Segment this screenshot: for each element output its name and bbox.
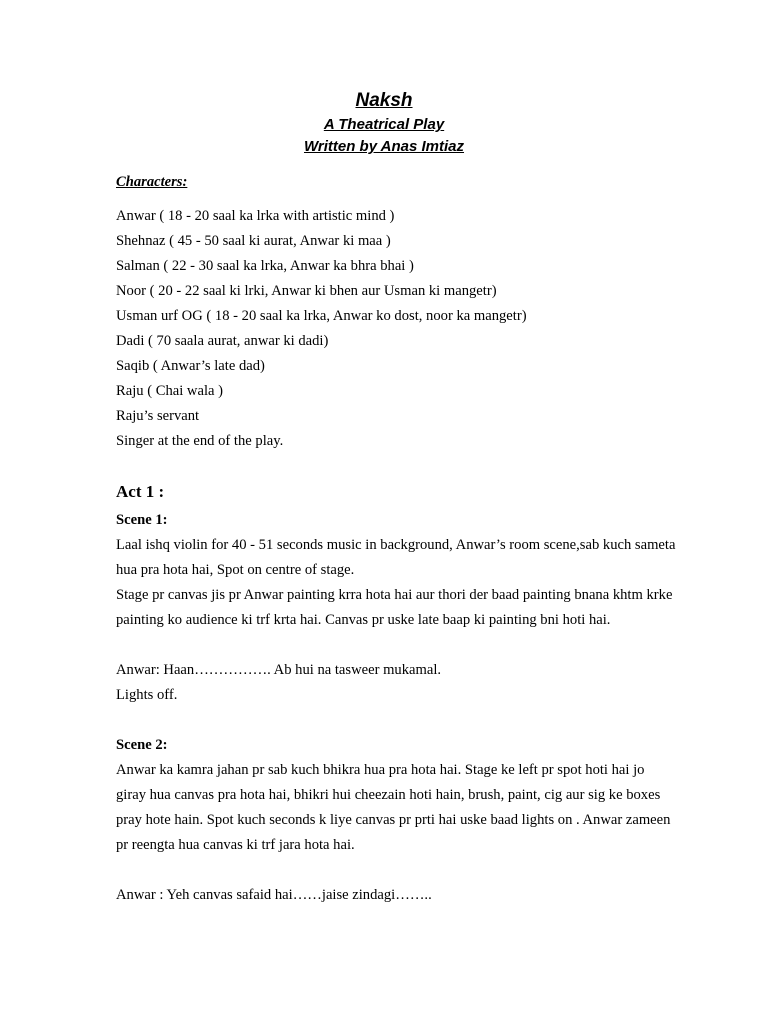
character-item: Saqib ( Anwar’s late dad)	[116, 358, 265, 374]
scene-1-direction: Lights off.	[116, 687, 178, 703]
character-item: Dadi ( 70 saala aurat, anwar ki dadi)	[116, 333, 329, 349]
spacer	[116, 633, 676, 658]
scene-1-heading: Scene 1:	[116, 512, 168, 528]
character-list	[116, 204, 676, 454]
play-author: Written by Anas Imtiaz	[303, 138, 465, 155]
character-item: Anwar ( 18 - 20 saal ka lrka with artistic mind )	[116, 208, 395, 224]
scene-1-dialogue: Anwar: Haan……………. Ab hui na tasweer mukamal.	[116, 662, 442, 678]
character-item: Raju ( Chai wala )	[116, 383, 223, 399]
character-item: Shehnaz ( 45 - 50 saal ki aurat, Anwar ki maa )	[116, 233, 391, 249]
spacer	[116, 708, 676, 733]
scene-2-paragraph: Anwar ka kamra jahan pr sab kuch bhikra hua pra hota hai. Stage ke left pr spot hoti hai jo giray hua canvas pra hota hai, bhikri hui cheezain hoti hain, brush, paint, cig aur sig ke boxes pray hote hain. Spot kuch seconds k liye canvas pr prti hai uske baad lights on . Anwar zameen pr reengta hua canvas ki trf jara hota hai.	[116, 762, 671, 853]
characters-heading: Characters:	[116, 174, 188, 190]
character-item: Singer at the end of the play.	[116, 433, 284, 449]
scene-2-heading: Scene 2:	[116, 737, 168, 753]
character-item: Usman urf OG ( 18 - 20 saal ka lrka, Anwar ko dost, noor ka mangetr)	[116, 308, 527, 324]
spacer	[116, 858, 676, 883]
act-heading: Act 1 :	[116, 482, 165, 501]
play-title: Naksh	[355, 90, 413, 111]
scene-1-paragraph: Stage pr canvas jis pr Anwar painting krra hota hai aur thori der baad painting bnana khtm krke painting ko audience ki trf krta hai. Canvas pr uske late baap ki painting bni hoti hai.	[116, 587, 673, 628]
character-item: Salman ( 22 - 30 saal ka lrka, Anwar ka bhra bhai )	[116, 258, 414, 274]
scene-2-dialogue: Anwar : Yeh canvas safaid hai……jaise zindagi……..	[116, 887, 432, 903]
character-item: Raju’s servant	[116, 408, 200, 424]
play-subtitle: A Theatrical Play	[323, 116, 445, 133]
scene-1-paragraph: Laal ishq violin for 40 - 51 seconds music in background, Anwar’s room scene,sab kuch sameta hua pra hota hai, Spot on centre of stage.	[116, 537, 676, 578]
character-item: Noor ( 20 - 22 saal ki lrki, Anwar ki bhen aur Usman ki mangetr)	[116, 283, 497, 299]
document-body	[116, 172, 676, 908]
